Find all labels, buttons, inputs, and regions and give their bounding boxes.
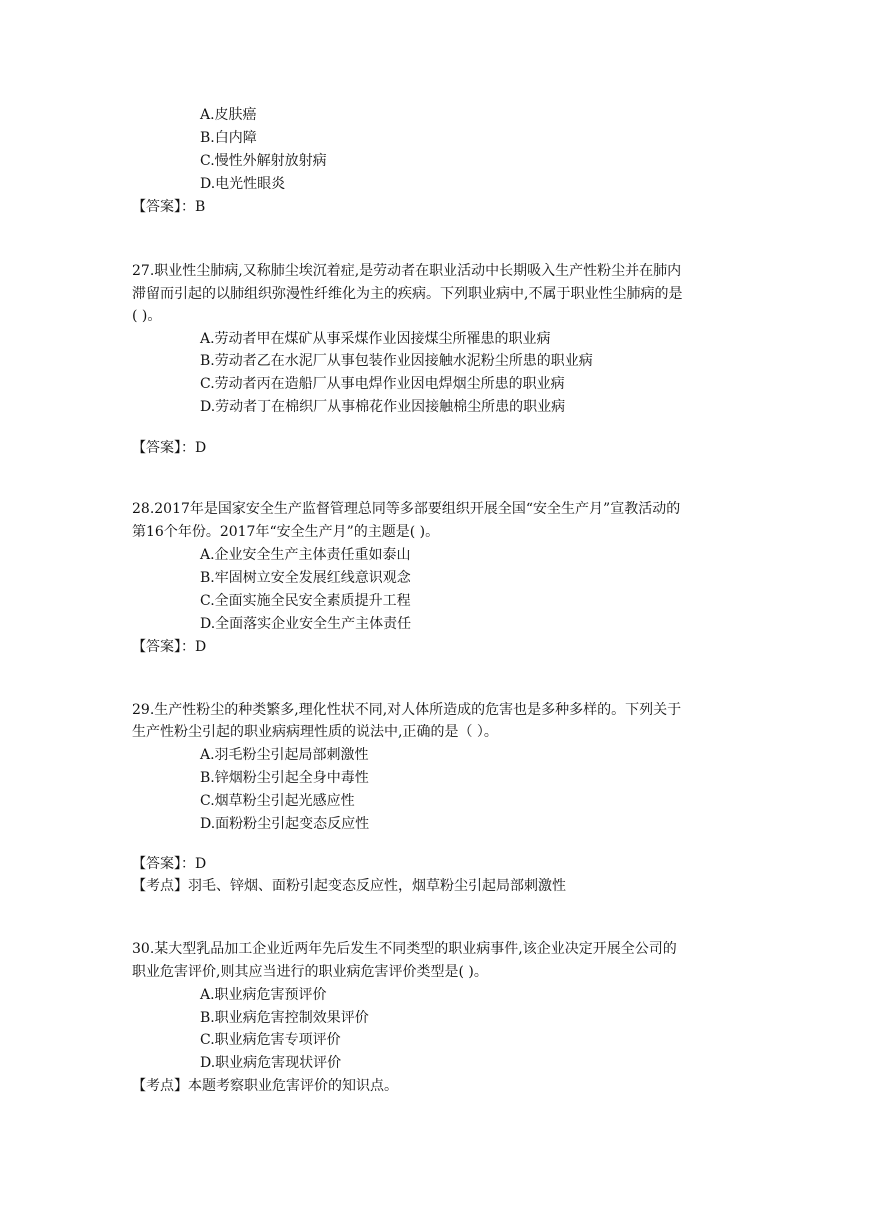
q26-option-b: B.白内障 — [200, 130, 257, 146]
q27-option-b: B.劳动者乙在水泥厂从事包装作业因接触水泥粉尘所患的职业病 — [200, 353, 593, 369]
q29-text-line: 29.生产性粉尘的种类繁多,理化性状不同,对人体所造成的危害也是多种多样的。下列关于 — [132, 702, 682, 718]
q28-option-b: B.牢固树立安全发展红线意识观念 — [200, 570, 411, 586]
q30-option-d: D.职业病危害现状评价 — [200, 1055, 342, 1071]
q29-option-d: D.面粉粉尘引起变态反应性 — [200, 816, 370, 832]
q29-key-point: 【考点】羽毛、锌烟、面粉引起变态反应性，烟草粉尘引起局部刺激性 — [132, 878, 566, 894]
q30-option-a: A.职业病危害预评价 — [200, 987, 327, 1003]
q28-text-line: 28.2017年是国家安全生产监督管理总同等多部要组织开展全国“安全生产月”宣教活动的 — [132, 501, 681, 517]
q29-text-line: 生产性粉尘引起的职业病病理性质的说法中,正确的是（ ）。 — [132, 724, 498, 740]
q27-text-line: ( )。 — [132, 308, 162, 324]
q28-answer: 【答案】：D — [132, 639, 207, 655]
q30-text-line: 职业危害评价,则其应当进行的职业病危害评价类型是( )。 — [132, 964, 488, 980]
q28-option-a: A.企业安全生产主体责任重如泰山 — [200, 547, 411, 563]
q29-option-c: C.烟草粉尘引起光感应性 — [200, 793, 355, 809]
q30-text-line: 30.某大型乳品加工企业近两年先后发生不同类型的职业病事件,该企业决定开展全公司的 — [132, 941, 677, 957]
q26-option-c: C.慢性外解射放射病 — [200, 153, 327, 169]
q29-answer: 【答案】：D — [132, 856, 207, 872]
q30-option-c: C.职业病危害专项评价 — [200, 1032, 341, 1048]
q26-answer: 【答案】：B — [132, 199, 206, 215]
q27-text-line: 27.职业性尘肺病,又称肺尘埃沉着症,是劳动者在职业活动中长期吸入生产性粉尘并在肺内 — [132, 263, 682, 279]
q27-option-d: D.劳动者丁在棉织厂从事棉花作业因接触棉尘所患的职业病 — [200, 399, 566, 415]
q27-option-c: C.劳动者丙在造船厂从事电焊作业因电焊烟尘所患的职业病 — [200, 376, 565, 392]
q28-text-line: 第16个年份。2017年“安全生产月”的主题是( )。 — [132, 524, 440, 540]
q26-option-a: A.皮肤癌 — [200, 107, 257, 123]
q27-answer: 【答案】：D — [132, 440, 207, 456]
q28-option-c: C.全面实施全民安全素质提升工程 — [200, 593, 411, 609]
q30-key-point: 【考点】本题考察职业危害评价的知识点。 — [132, 1078, 398, 1094]
q26-option-d: D.电光性眼炎 — [200, 176, 286, 192]
q27-option-a: A.劳动者甲在煤矿从事采煤作业因接煤尘所罹患的职业病 — [200, 331, 551, 347]
q28-option-d: D.全面落实企业安全生产主体责任 — [200, 616, 412, 632]
q29-option-b: B.锌烟粉尘引起全身中毒性 — [200, 770, 369, 786]
q27-text-line: 滞留而引起的以肺组织弥漫性纤维化为主的疾病。下列职业病中,不属于职业性尘肺病的是 — [132, 286, 683, 302]
q30-option-b: B.职业病危害控制效果评价 — [200, 1010, 369, 1026]
q29-option-a: A.羽毛粉尘引起局部刺激性 — [200, 747, 369, 763]
